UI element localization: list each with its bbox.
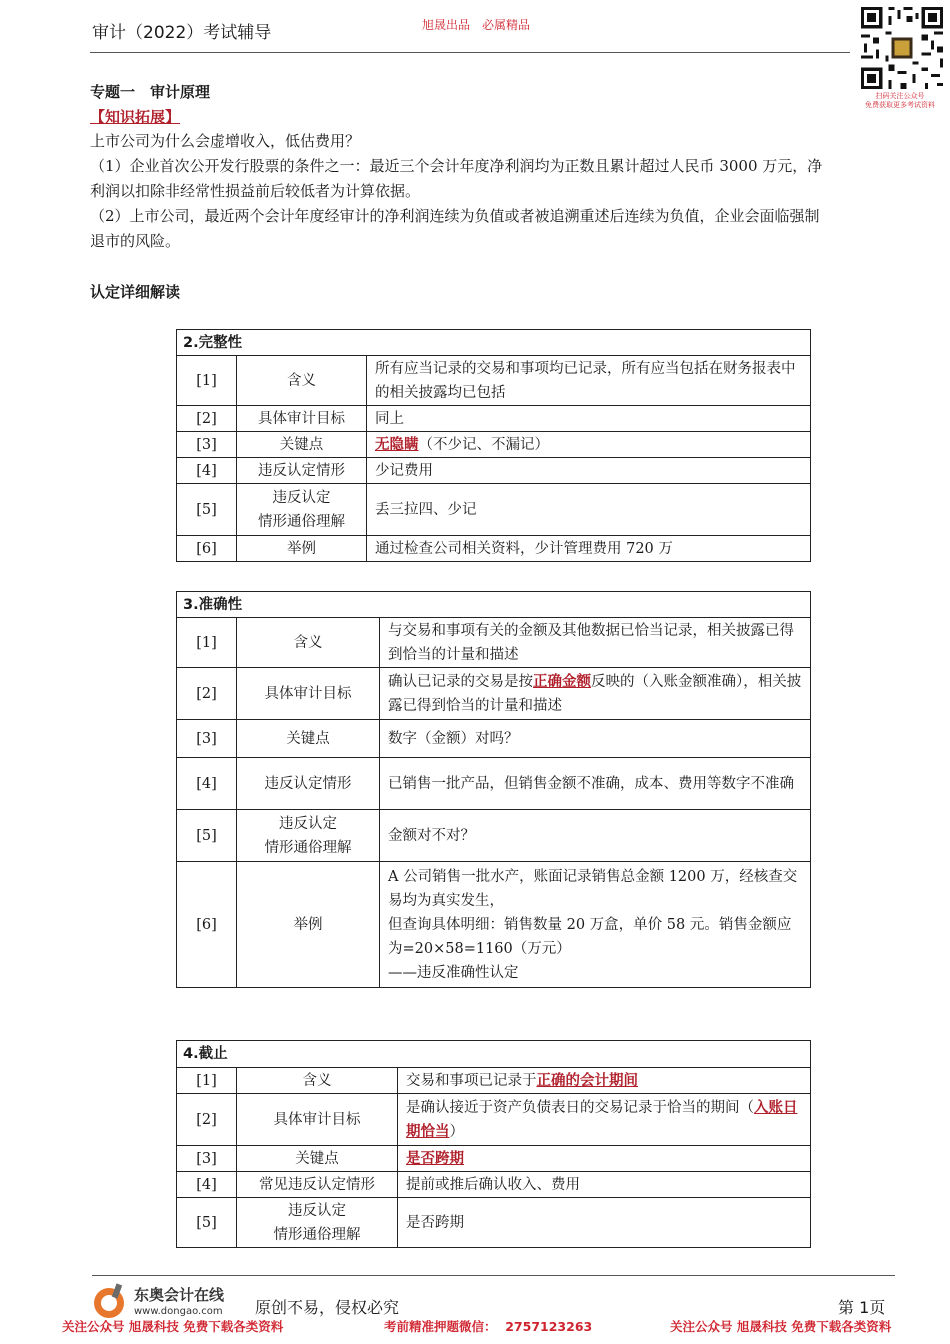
row-number: [5] <box>177 1198 237 1248</box>
row-number: [4] <box>177 758 237 810</box>
table-row <box>177 406 811 432</box>
qr-caption <box>852 92 948 112</box>
table-header-row <box>177 1041 811 1068</box>
highlight-term: 正确金额 <box>533 672 591 690</box>
row-number: [4] <box>177 458 237 484</box>
row-content: 金额对不对？ <box>380 810 811 862</box>
table-header-row <box>177 592 811 618</box>
row-label: 常见违反认定情形 <box>237 1172 398 1198</box>
row-number: [3] <box>177 432 237 458</box>
row-label: 含义 <box>237 356 367 406</box>
example-line-3: ——违反准确性认定 <box>388 964 519 981</box>
footer-wechat-label: 考前精准押题微信： <box>384 1319 497 1334</box>
row-content <box>367 432 811 458</box>
content-prefix: 是确认接近于资产负债表日的交易记录于恰当的期间（ <box>406 1099 754 1116</box>
paragraph-2-line-1: （2）上市公司，最近两个会计年度经审计的净利润连续为负值或者被追溯重述后连续为负值，企业会面临强制 <box>90 207 820 225</box>
document-title: 审计（2022）考试辅导 <box>92 23 272 43</box>
knowledge-tag: 【知识拓展】 <box>90 108 181 126</box>
row-label-line-2: 情形通俗理解 <box>258 513 345 530</box>
row-label: 含义 <box>237 618 380 668</box>
section-heading: 认定详细解读 <box>90 283 181 301</box>
table-row <box>177 1068 811 1094</box>
row-content <box>398 1068 811 1094</box>
row-label: 举例 <box>237 862 380 988</box>
row-label <box>237 1198 398 1248</box>
table-row <box>177 668 811 720</box>
row-content <box>398 1146 811 1172</box>
row-content <box>398 1094 811 1146</box>
table-row <box>177 1172 811 1198</box>
copyright-notice: 原创不易，侵权必究 <box>255 1298 400 1317</box>
header-slogan: 旭晟出品 必属精品 <box>422 18 531 32</box>
topic-heading: 专题一 审计原理 <box>90 83 211 101</box>
row-content: 是否跨期 <box>398 1198 811 1248</box>
row-content: 丢三拉四、少记 <box>367 484 811 536</box>
row-label <box>237 810 380 862</box>
row-label-line-1: 违反认定 <box>279 815 337 832</box>
footer-note-right: 关注公众号 旭晟科技 免费下载各类资料 <box>670 1319 892 1334</box>
row-label: 具体审计目标 <box>237 668 380 720</box>
row-content <box>380 668 811 720</box>
brand-logo-icon <box>90 1282 130 1320</box>
row-number: [2] <box>177 406 237 432</box>
table-row <box>177 432 811 458</box>
row-content: 同上 <box>367 406 811 432</box>
row-content: 已销售一批产品，但销售金额不准确，成本、费用等数字不准确 <box>380 758 811 810</box>
footer-wechat-id: 2757123263 <box>505 1319 593 1334</box>
table-row <box>177 458 811 484</box>
content-prefix: 交易和事项已记录于 <box>406 1072 537 1089</box>
row-content: 通过检查公司相关资料，少计管理费用 720 万 <box>367 536 811 562</box>
accuracy-table <box>176 591 811 988</box>
row-content: 提前或推后确认收入、费用 <box>398 1172 811 1198</box>
table-row <box>177 758 811 810</box>
row-label-line-2: 情形通俗理解 <box>264 839 352 856</box>
footer-divider <box>92 1275 895 1276</box>
row-content: 数字（金额）对吗？ <box>380 720 811 758</box>
row-number: [6] <box>177 536 237 562</box>
paragraph-2-line-2: 退市的风险。 <box>90 232 181 250</box>
row-number: [4] <box>177 1172 237 1198</box>
footer-note-left: 关注公众号 旭晟科技 免费下载各类资料 <box>62 1319 284 1334</box>
content-suffix: ） <box>449 1123 464 1140</box>
row-label: 关键点 <box>237 432 367 458</box>
row-content: 少记费用 <box>367 458 811 484</box>
row-number: [1] <box>177 1068 237 1094</box>
table-row <box>177 1094 811 1146</box>
row-label: 关键点 <box>237 1146 398 1172</box>
row-label: 具体审计目标 <box>237 1094 398 1146</box>
paragraph-1-line-1: （1）企业首次公开发行股票的条件之一：最近三个会计年度净利润均为正数且累计超过人民币 3000 万元，净 <box>90 157 823 175</box>
qr-caption-line1: 扫码关注公众号 <box>875 92 925 100</box>
row-number: [2] <box>177 1094 237 1146</box>
row-number: [5] <box>177 484 237 536</box>
header-divider <box>90 52 850 53</box>
row-number: [5] <box>177 810 237 862</box>
table-row <box>177 720 811 758</box>
page-number: 第 1页 <box>838 1298 886 1317</box>
row-label: 举例 <box>237 536 367 562</box>
qr-code-icon <box>858 4 946 92</box>
row-number: [1] <box>177 618 237 668</box>
brand-logo-text: 东奥会计在线 <box>134 1286 225 1304</box>
question-text: 上市公司为什么会虚增收入，低估费用？ <box>90 132 361 150</box>
example-line-1: A 公司销售一批水产，账面记录销售总金额 1200 万，经核查交易均为真实发生， <box>388 868 798 909</box>
row-number: [3] <box>177 1146 237 1172</box>
table-header-row <box>177 330 811 356</box>
footer-note-center <box>384 1317 592 1335</box>
table-row <box>177 484 811 536</box>
row-content <box>380 862 811 988</box>
table-row <box>177 810 811 862</box>
brand-logo-url: www.dongao.com <box>134 1306 223 1317</box>
row-number: [3] <box>177 720 237 758</box>
paragraph-1-line-2: 利润以扣除非经常性损益前后较低者为计算依据。 <box>90 182 421 200</box>
row-label <box>237 484 367 536</box>
row-label: 违反认定情形 <box>237 458 367 484</box>
row-label-line-1: 违反认定 <box>288 1202 346 1219</box>
table-title: 2.完整性 <box>177 330 811 356</box>
table-row <box>177 356 811 406</box>
table-row <box>177 1198 811 1248</box>
row-label: 具体审计目标 <box>237 406 367 432</box>
row-content: 所有应当记录的交易和事项均已记录，所有应当包括在财务报表中的相关披露均已包括 <box>367 356 811 406</box>
content-prefix: 确认已记录的交易是按 <box>388 673 533 690</box>
completeness-table <box>176 329 811 562</box>
table-title: 3.准确性 <box>177 592 811 618</box>
table-row <box>177 1146 811 1172</box>
row-number: [6] <box>177 862 237 988</box>
row-label: 违反认定情形 <box>237 758 380 810</box>
content-suffix: 反映的（入账金额准确），相关披露已得到恰当的计量和描述 <box>388 673 802 714</box>
highlight-term: 正确的会计期间 <box>536 1071 638 1089</box>
cutoff-table <box>176 1040 811 1248</box>
row-number: [2] <box>177 668 237 720</box>
highlight-term: 入账日期恰当 <box>406 1098 798 1140</box>
row-number: [1] <box>177 356 237 406</box>
table-title: 4.截止 <box>177 1041 811 1068</box>
row-label: 关键点 <box>237 720 380 758</box>
qr-caption-line2: 免费获取更多考试资料 <box>865 101 935 109</box>
table-row <box>177 536 811 562</box>
table-row <box>177 862 811 988</box>
table-row <box>177 618 811 668</box>
row-content: 与交易和事项有关的金额及其他数据已恰当记录，相关披露已得到恰当的计量和描述 <box>380 618 811 668</box>
row-label-line-1: 违反认定 <box>272 489 331 506</box>
example-line-2: 但查询具体明细：销售数量 20 万盒，单价 58 元。销售金额应为=20×58=1160（万元） <box>388 916 792 957</box>
highlight-term: 无隐瞒 <box>375 435 419 453</box>
row-label-line-2: 情形通俗理解 <box>273 1226 361 1243</box>
highlight-term: 是否跨期 <box>406 1149 464 1167</box>
row-label: 含义 <box>237 1068 398 1094</box>
content-suffix: （不少记、不漏记） <box>418 436 549 453</box>
